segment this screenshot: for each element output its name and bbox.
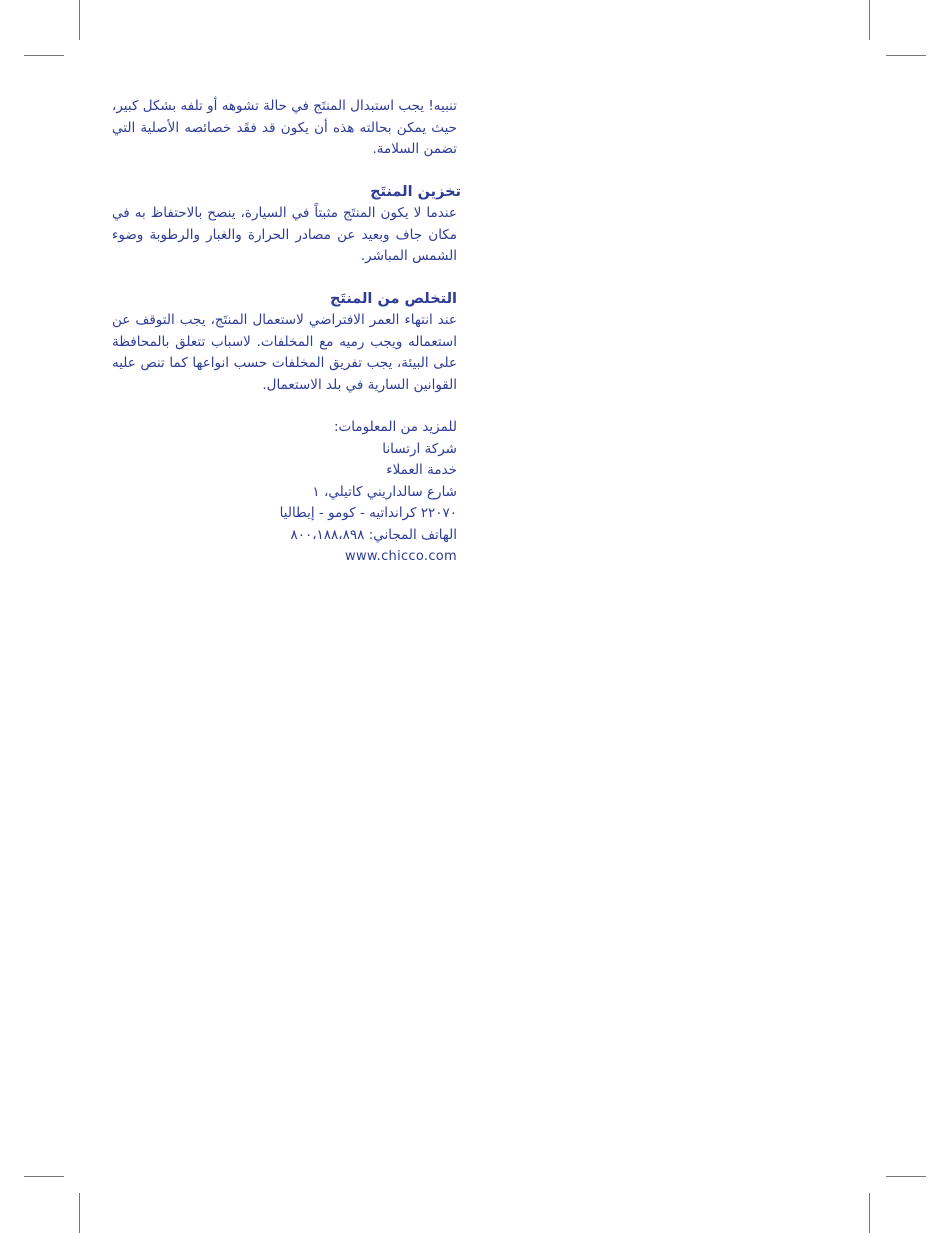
contact-company: شركة ارتسانا <box>382 440 457 457</box>
crop-mark-bottom-left-vertical <box>79 1193 80 1233</box>
warning-paragraph: تنبيه! يجب استبدال المنتَج في حالة تشوهه أو تلفه بشكل كبير، حيث يمكن بحالته هذه أن يكون قد فقَد خصائصه الأصلية التي تضمن السلامة. <box>112 98 457 157</box>
contact-street: شارع سالداريني كاتيلي، ١ <box>312 483 457 500</box>
crop-mark-top-left-vertical <box>79 0 80 40</box>
crop-mark-top-right-horizontal <box>886 55 926 56</box>
contact-city: ٢٢٠٧٠ كرانداتيه - كومو - إيطاليا <box>279 505 457 521</box>
crop-mark-top-right-vertical <box>869 0 870 40</box>
storage-paragraph: عندما لا يكون المنتَج مثبتاً في السيارة، ينصح بالاحتفاظ به في مكان جاف وبعيد عن مصادر الحرارة والغبار والرطوبة وضوء الشمس المباشر. <box>112 205 457 264</box>
spacer <box>112 396 457 417</box>
contact-intro: للمزيد من المعلومات: <box>334 419 457 435</box>
disposal-heading: التخلص من المنتَج <box>329 290 457 307</box>
text-column <box>112 96 461 568</box>
contact-phone: الهاتف المجاني: ٨٠٠،١٨٨،٨٩٨ <box>290 526 457 543</box>
website-link[interactable]: www.chicco.com <box>345 549 457 564</box>
contact-block <box>112 417 457 568</box>
crop-mark-bottom-left-horizontal <box>24 1176 64 1177</box>
storage-heading: تخزين المنتَج <box>370 183 461 200</box>
spacer <box>112 161 457 182</box>
crop-mark-bottom-right-vertical <box>869 1193 870 1233</box>
disposal-paragraph: عند انتهاء العمر الافتراضي لاستعمال المنتَج، يجب التوقف عن استعماله ويجب رميه مع المخلفات. لاسباب تتعلق بالمحافظة على البيئة، يجب تفريق المخلفات حسب انواعها كما تنص عليه القوانين السارية في بلد الاستعمال. <box>112 312 457 393</box>
spacer <box>112 268 457 289</box>
crop-mark-bottom-right-horizontal <box>886 1176 926 1177</box>
crop-mark-top-left-horizontal <box>24 55 64 56</box>
contact-service: خدمة العملاء <box>386 462 457 478</box>
